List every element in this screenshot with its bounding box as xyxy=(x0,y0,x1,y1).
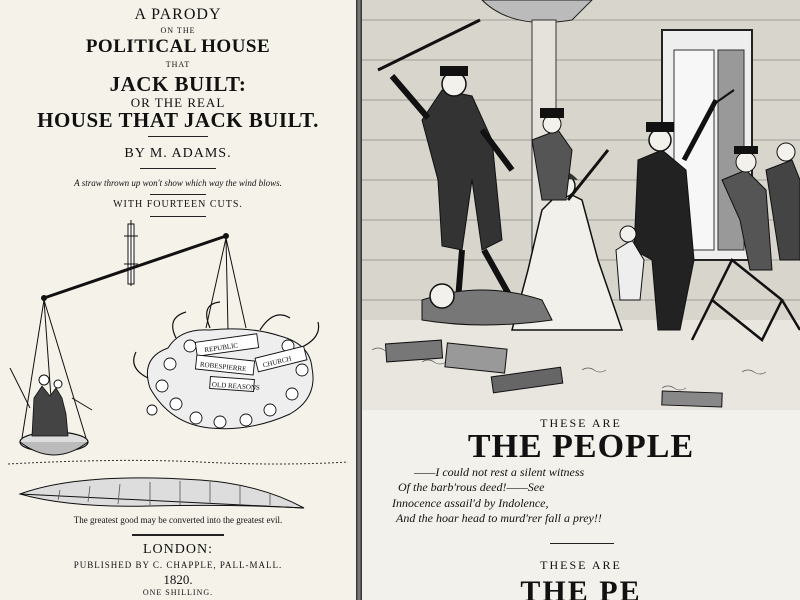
cuts-divider xyxy=(150,216,206,217)
verse-divider xyxy=(550,543,614,544)
heading-the-people: THE PEOPLE xyxy=(467,428,695,465)
imprint-divider xyxy=(132,534,224,536)
balance-scale-engraving xyxy=(0,218,356,518)
floor xyxy=(362,320,800,410)
title-line-house-that-jack-built: HOUSE THAT JACK BUILT. xyxy=(37,108,319,132)
banner-label-robespierre: ROBESPIERRE xyxy=(199,360,247,374)
heading-these-are-2: THESE ARE xyxy=(540,558,622,572)
heading-the-people-2: THE PE xyxy=(520,575,642,600)
quill-feather-icon xyxy=(20,478,304,508)
title-line-or-the-real: OR THE REAL xyxy=(130,95,226,110)
engraving-caption: The greatest good may be converted into the greatest evil. xyxy=(73,515,283,525)
scale-beam xyxy=(44,236,226,298)
imprint-publisher: PUBLISHED BY C. CHAPPLE, PALL-MALL. xyxy=(73,560,283,570)
price-line: ONE SHILLING. xyxy=(142,588,214,597)
left-scale-pan xyxy=(10,300,92,455)
imprint-city: LONDON: xyxy=(143,542,213,557)
verse-line-1: ——I could not rest a silent witness xyxy=(414,465,585,479)
title-line-jack-built: JACK BUILT: xyxy=(109,72,247,96)
straw-pillar xyxy=(124,220,138,286)
title-line-on-the: ON THE xyxy=(160,26,196,35)
motto-divider xyxy=(150,194,206,195)
illustration-page xyxy=(362,0,800,600)
author-divider xyxy=(140,168,216,169)
verse-line-2: Of the barb'rous deed!——See xyxy=(398,480,545,494)
cuts-line: WITH FOURTEEN CUTS. xyxy=(113,199,243,210)
title-line-political-house: POLITICAL HOUSE xyxy=(85,36,271,57)
title-line-that: THAT xyxy=(165,60,191,69)
title-divider xyxy=(148,136,208,137)
motto-line: A straw thrown up won't show which way the wind blows. xyxy=(74,178,282,188)
banner-label-republic: REPUBLIC xyxy=(203,341,239,355)
verse-line-4: And the hoar head to murd'rer fall a prey!! xyxy=(396,511,602,525)
people-engraving xyxy=(362,0,800,410)
banner-label-old-reasons: OLD REASONS xyxy=(211,380,261,392)
verse-line-3: Innocence assail'd by Indolence, xyxy=(392,496,549,510)
banner-label-church: CHURCH xyxy=(262,354,293,370)
author-line: BY M. ADAMS. xyxy=(124,146,232,161)
right-scale-pan xyxy=(134,238,319,429)
title-line-a-parody: A PARODY xyxy=(134,6,222,23)
heading-these-are: THESE ARE xyxy=(540,416,622,430)
imprint-year: 1820. xyxy=(163,572,193,587)
ground-strip xyxy=(8,460,348,464)
title-page xyxy=(0,0,356,600)
